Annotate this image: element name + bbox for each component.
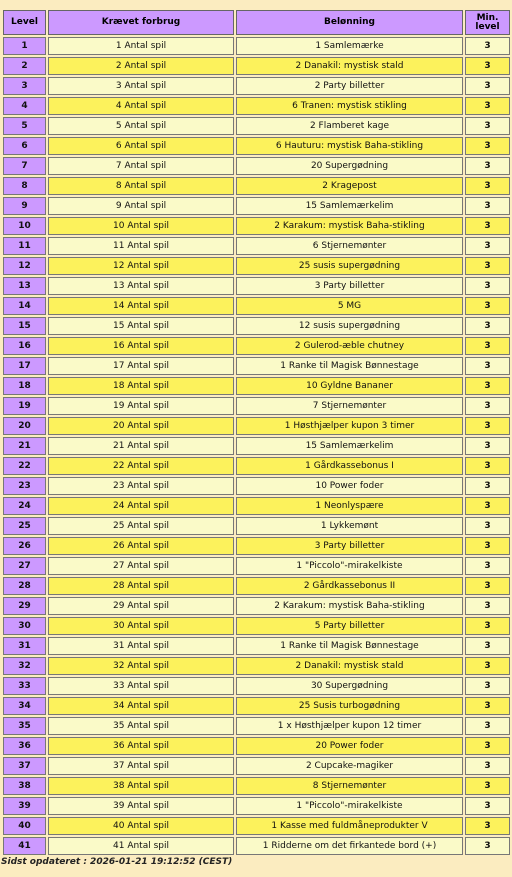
- level-cell: 16: [3, 337, 46, 355]
- level-cell: 33: [3, 677, 46, 695]
- reward-cell: 5 MG: [236, 297, 463, 315]
- reward-cell: 1 Neonlyspære: [236, 497, 463, 515]
- level-cell: 29: [3, 597, 46, 615]
- table-row: [3, 417, 510, 435]
- min-level-cell: 3: [465, 257, 510, 275]
- min-level-cell: 3: [465, 537, 510, 555]
- required-usage-cell: 29 Antal spil: [48, 597, 234, 615]
- reward-cell: 2 Danakil: mystisk stald: [236, 57, 463, 75]
- reward-cell: 1 Høsthjælper kupon 3 timer: [236, 417, 463, 435]
- reward-cell: 3 Party billetter: [236, 537, 463, 555]
- min-level-cell: 3: [465, 197, 510, 215]
- required-usage-cell: 16 Antal spil: [48, 337, 234, 355]
- level-cell: 15: [3, 317, 46, 335]
- reward-cell: 2 Cupcake-magiker: [236, 757, 463, 775]
- reward-cell: 5 Party billetter: [236, 617, 463, 635]
- reward-cell: 8 Stjernemønter: [236, 777, 463, 795]
- table-row: [3, 257, 510, 275]
- level-cell: 9: [3, 197, 46, 215]
- min-level-cell: 3: [465, 777, 510, 795]
- min-level-cell: 3: [465, 57, 510, 75]
- min-level-cell: 3: [465, 217, 510, 235]
- table-row: [3, 697, 510, 715]
- min-level-cell: 3: [465, 577, 510, 595]
- table-row: [3, 777, 510, 795]
- min-level-cell: 3: [465, 77, 510, 95]
- min-level-cell: 3: [465, 297, 510, 315]
- reward-cell: 1 x Høsthjælper kupon 12 timer: [236, 717, 463, 735]
- table-row: [3, 197, 510, 215]
- reward-cell: 1 Samlemærke: [236, 37, 463, 55]
- table-row: [3, 517, 510, 535]
- required-usage-cell: 32 Antal spil: [48, 657, 234, 675]
- reward-cell: 1 Ranke til Magisk Bønnestage: [236, 637, 463, 655]
- table-row: [3, 497, 510, 515]
- required-usage-cell: 22 Antal spil: [48, 457, 234, 475]
- required-usage-cell: 35 Antal spil: [48, 717, 234, 735]
- table-row: [3, 457, 510, 475]
- required-usage-cell: 3 Antal spil: [48, 77, 234, 95]
- min-level-cell: 3: [465, 237, 510, 255]
- level-cell: 22: [3, 457, 46, 475]
- min-level-cell: 3: [465, 597, 510, 615]
- level-cell: 12: [3, 257, 46, 275]
- min-level-cell: 3: [465, 417, 510, 435]
- required-usage-cell: 20 Antal spil: [48, 417, 234, 435]
- min-level-cell: 3: [465, 437, 510, 455]
- required-usage-cell: 17 Antal spil: [48, 357, 234, 375]
- reward-cell: 10 Gyldne Bananer: [236, 377, 463, 395]
- table-row: [3, 337, 510, 355]
- reward-cell: 25 susis supergødning: [236, 257, 463, 275]
- table-row: [3, 757, 510, 775]
- reward-cell: 2 Flamberet kage: [236, 117, 463, 135]
- required-usage-cell: 27 Antal spil: [48, 557, 234, 575]
- table-row: [3, 97, 510, 115]
- level-cell: 38: [3, 777, 46, 795]
- reward-cell: 6 Hauturu: mystisk Baha-stikling: [236, 137, 463, 155]
- required-usage-cell: 5 Antal spil: [48, 117, 234, 135]
- level-cell: 8: [3, 177, 46, 195]
- level-cell: 2: [3, 57, 46, 75]
- required-usage-cell: 2 Antal spil: [48, 57, 234, 75]
- level-cell: 28: [3, 577, 46, 595]
- level-cell: 1: [3, 37, 46, 55]
- min-level-cell: 3: [465, 277, 510, 295]
- min-level-column-header: Min. level: [465, 10, 510, 35]
- table-row: [3, 737, 510, 755]
- level-cell: 5: [3, 117, 46, 135]
- reward-cell: 10 Power foder: [236, 477, 463, 495]
- table-row: [3, 577, 510, 595]
- min-level-cell: 3: [465, 517, 510, 535]
- min-level-cell: 3: [465, 337, 510, 355]
- table-header-row: [3, 10, 510, 35]
- min-level-cell: 3: [465, 357, 510, 375]
- table-row: [3, 157, 510, 175]
- level-cell: 23: [3, 477, 46, 495]
- required-usage-cell: 38 Antal spil: [48, 777, 234, 795]
- level-cell: 36: [3, 737, 46, 755]
- level-cell: 20: [3, 417, 46, 435]
- table-row: [3, 717, 510, 735]
- table-row: [3, 817, 510, 835]
- min-level-cell: 3: [465, 497, 510, 515]
- min-level-cell: 3: [465, 157, 510, 175]
- level-cell: 35: [3, 717, 46, 735]
- table-row: [3, 837, 510, 855]
- min-level-cell: 3: [465, 137, 510, 155]
- required-usage-cell: 11 Antal spil: [48, 237, 234, 255]
- reward-cell: 1 Lykkemønt: [236, 517, 463, 535]
- required-usage-cell: 28 Antal spil: [48, 577, 234, 595]
- level-cell: 21: [3, 437, 46, 455]
- level-cell: 27: [3, 557, 46, 575]
- reward-cell: 15 Samlemærkelim: [236, 197, 463, 215]
- table-row: [3, 137, 510, 155]
- level-cell: 7: [3, 157, 46, 175]
- reward-cell: 7 Stjernemønter: [236, 397, 463, 415]
- level-cell: 41: [3, 837, 46, 855]
- required-usage-cell: 8 Antal spil: [48, 177, 234, 195]
- min-level-cell: 3: [465, 377, 510, 395]
- required-usage-cell: 40 Antal spil: [48, 817, 234, 835]
- table-row: [3, 437, 510, 455]
- level-cell: 26: [3, 537, 46, 555]
- required-usage-cell: 19 Antal spil: [48, 397, 234, 415]
- min-level-cell: 3: [465, 677, 510, 695]
- min-level-cell: 3: [465, 657, 510, 675]
- table-row: [3, 277, 510, 295]
- required-usage-cell: 21 Antal spil: [48, 437, 234, 455]
- level-cell: 24: [3, 497, 46, 515]
- level-cell: 6: [3, 137, 46, 155]
- reward-cell: 2 Gulerod-æble chutney: [236, 337, 463, 355]
- min-level-cell: 3: [465, 697, 510, 715]
- min-level-cell: 3: [465, 817, 510, 835]
- reward-cell: 1 Ranke til Magisk Bønnestage: [236, 357, 463, 375]
- level-cell: 14: [3, 297, 46, 315]
- table-row: [3, 177, 510, 195]
- table-row: [3, 557, 510, 575]
- reward-cell: 6 Stjernemønter: [236, 237, 463, 255]
- table-row: [3, 397, 510, 415]
- table-row: [3, 37, 510, 55]
- required-usage-cell: 4 Antal spil: [48, 97, 234, 115]
- required-usage-cell: 15 Antal spil: [48, 317, 234, 335]
- level-column-header: Level: [3, 10, 46, 35]
- required-usage-cell: 33 Antal spil: [48, 677, 234, 695]
- reward-cell: 20 Supergødning: [236, 157, 463, 175]
- min-level-cell: 3: [465, 97, 510, 115]
- min-level-cell: 3: [465, 797, 510, 815]
- required-usage-cell: 36 Antal spil: [48, 737, 234, 755]
- min-level-cell: 3: [465, 837, 510, 855]
- min-level-cell: 3: [465, 717, 510, 735]
- reward-cell: 1 "Piccolo"-mirakelkiste: [236, 797, 463, 815]
- min-level-cell: 3: [465, 637, 510, 655]
- table-row: [3, 57, 510, 75]
- level-cell: 25: [3, 517, 46, 535]
- level-cell: 30: [3, 617, 46, 635]
- reward-cell: 2 Karakum: mystisk Baha-stikling: [236, 597, 463, 615]
- required-usage-cell: 10 Antal spil: [48, 217, 234, 235]
- required-usage-cell: 37 Antal spil: [48, 757, 234, 775]
- min-level-cell: 3: [465, 477, 510, 495]
- table-row: [3, 477, 510, 495]
- min-level-cell: 3: [465, 37, 510, 55]
- table-row: [3, 377, 510, 395]
- required-usage-cell: 18 Antal spil: [48, 377, 234, 395]
- table-body: [3, 37, 510, 855]
- level-cell: 39: [3, 797, 46, 815]
- level-cell: 10: [3, 217, 46, 235]
- required-usage-cell: 24 Antal spil: [48, 497, 234, 515]
- required-usage-cell: 6 Antal spil: [48, 137, 234, 155]
- min-level-cell: 3: [465, 317, 510, 335]
- min-level-cell: 3: [465, 397, 510, 415]
- level-cell: 3: [3, 77, 46, 95]
- reward-cell: 2 Danakil: mystisk stald: [236, 657, 463, 675]
- required-usage-cell: 31 Antal spil: [48, 637, 234, 655]
- table-row: [3, 217, 510, 235]
- table-row: [3, 237, 510, 255]
- reward-cell: 25 Susis turbogødning: [236, 697, 463, 715]
- reward-cell: 12 susis supergødning: [236, 317, 463, 335]
- required-usage-column-header: Krævet forbrug: [48, 10, 234, 35]
- reward-cell: 2 Gårdkassebonus II: [236, 577, 463, 595]
- level-rewards-table: [1, 8, 512, 857]
- table-row: [3, 797, 510, 815]
- min-level-cell: 3: [465, 617, 510, 635]
- table-row: [3, 77, 510, 95]
- level-cell: 4: [3, 97, 46, 115]
- table-row: [3, 657, 510, 675]
- table-row: [3, 597, 510, 615]
- required-usage-cell: 34 Antal spil: [48, 697, 234, 715]
- required-usage-cell: 7 Antal spil: [48, 157, 234, 175]
- level-cell: 31: [3, 637, 46, 655]
- min-level-cell: 3: [465, 757, 510, 775]
- table-row: [3, 537, 510, 555]
- min-level-cell: 3: [465, 457, 510, 475]
- required-usage-cell: 12 Antal spil: [48, 257, 234, 275]
- reward-cell: 15 Samlemærkelim: [236, 437, 463, 455]
- required-usage-cell: 25 Antal spil: [48, 517, 234, 535]
- level-cell: 17: [3, 357, 46, 375]
- required-usage-cell: 9 Antal spil: [48, 197, 234, 215]
- min-level-cell: 3: [465, 737, 510, 755]
- table-row: [3, 617, 510, 635]
- reward-cell: 1 Ridderne om det firkantede bord (+): [236, 837, 463, 855]
- last-updated-text: Sidst opdateret : 2026-01-21 19:12:52 (CEST): [1, 857, 233, 867]
- level-cell: 34: [3, 697, 46, 715]
- level-cell: 32: [3, 657, 46, 675]
- required-usage-cell: 23 Antal spil: [48, 477, 234, 495]
- required-usage-cell: 30 Antal spil: [48, 617, 234, 635]
- reward-cell: 2 Karakum: mystisk Baha-stikling: [236, 217, 463, 235]
- reward-cell: 20 Power foder: [236, 737, 463, 755]
- reward-cell: 1 Gårdkassebonus I: [236, 457, 463, 475]
- required-usage-cell: 41 Antal spil: [48, 837, 234, 855]
- min-level-cell: 3: [465, 117, 510, 135]
- required-usage-cell: 13 Antal spil: [48, 277, 234, 295]
- reward-cell: 2 Kragepost: [236, 177, 463, 195]
- reward-cell: 2 Party billetter: [236, 77, 463, 95]
- table-row: [3, 357, 510, 375]
- required-usage-cell: 39 Antal spil: [48, 797, 234, 815]
- required-usage-cell: 14 Antal spil: [48, 297, 234, 315]
- table-row: [3, 117, 510, 135]
- level-cell: 40: [3, 817, 46, 835]
- level-cell: 18: [3, 377, 46, 395]
- required-usage-cell: 1 Antal spil: [48, 37, 234, 55]
- min-level-cell: 3: [465, 557, 510, 575]
- table-row: [3, 297, 510, 315]
- table-row: [3, 637, 510, 655]
- table-row: [3, 317, 510, 335]
- reward-cell: 1 "Piccolo"-mirakelkiste: [236, 557, 463, 575]
- level-cell: 13: [3, 277, 46, 295]
- required-usage-cell: 26 Antal spil: [48, 537, 234, 555]
- min-level-cell: 3: [465, 177, 510, 195]
- level-cell: 11: [3, 237, 46, 255]
- reward-cell: 3 Party billetter: [236, 277, 463, 295]
- level-cell: 19: [3, 397, 46, 415]
- reward-cell: 1 Kasse med fuldmåneprodukter V: [236, 817, 463, 835]
- reward-cell: 6 Tranen: mystisk stikling: [236, 97, 463, 115]
- table-row: [3, 677, 510, 695]
- reward-cell: 30 Supergødning: [236, 677, 463, 695]
- level-cell: 37: [3, 757, 46, 775]
- reward-column-header: Belønning: [236, 10, 463, 35]
